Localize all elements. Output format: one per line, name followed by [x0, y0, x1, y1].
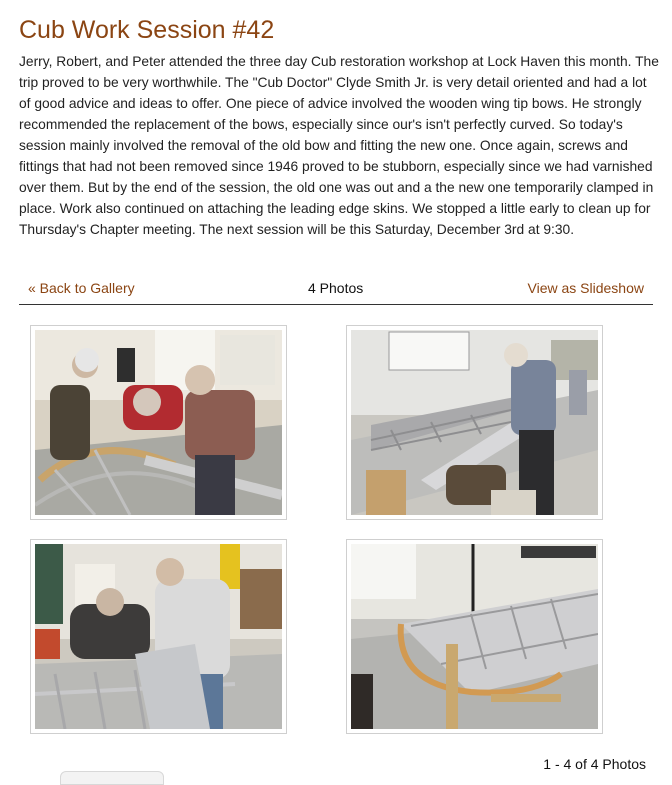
photo-4-image	[351, 544, 598, 729]
photo-count: 4 Photos	[308, 280, 364, 296]
photo-3-image	[35, 544, 282, 729]
view-as-slideshow-link[interactable]: View as Slideshow	[527, 280, 644, 296]
pagination-range: 1 - 4 of 4 Photos	[543, 756, 646, 772]
photo-thumbnail-2[interactable]	[346, 325, 603, 520]
photo-thumbnail-4[interactable]	[346, 539, 603, 734]
gallery-nav-bar	[19, 276, 653, 305]
back-to-gallery-link[interactable]: « Back to Gallery	[28, 280, 135, 296]
photo-2-image	[351, 330, 598, 515]
bottom-tab[interactable]	[60, 771, 164, 785]
photo-thumbnail-1[interactable]	[30, 325, 287, 520]
page-title: Cub Work Session #42	[19, 16, 275, 44]
gallery-description: Jerry, Robert, and Peter attended the three day Cub restoration workshop at Lock Haven this month. The trip proved to be very worthwhile. The "Cub Doctor" Clyde Smith Jr. is very detail oriented and had a lot of good advice and ideas to offer. One piece of advice involved the wooden wing tip bows. He strongly recommended the replacement of the bows, especially since our's isn't perfectly curved. So today's session mainly involved the removal of the old bow and fitting the new one. Once again, screws and fittings that had not been removed since 1946 proved to be stubborn, especially since we had varnished over them. But by the end of the session, the old one was out and a the new one temporarily clamped in place. Work also continued on attaching the leading edge skins. We stopped a little early to clean up for Thursday's Chapter meeting. The next session will be this Saturday, December 3rd at 9:30.	[19, 54, 659, 237]
photo-1-image	[35, 330, 282, 515]
photo-thumbnail-3[interactable]	[30, 539, 287, 734]
